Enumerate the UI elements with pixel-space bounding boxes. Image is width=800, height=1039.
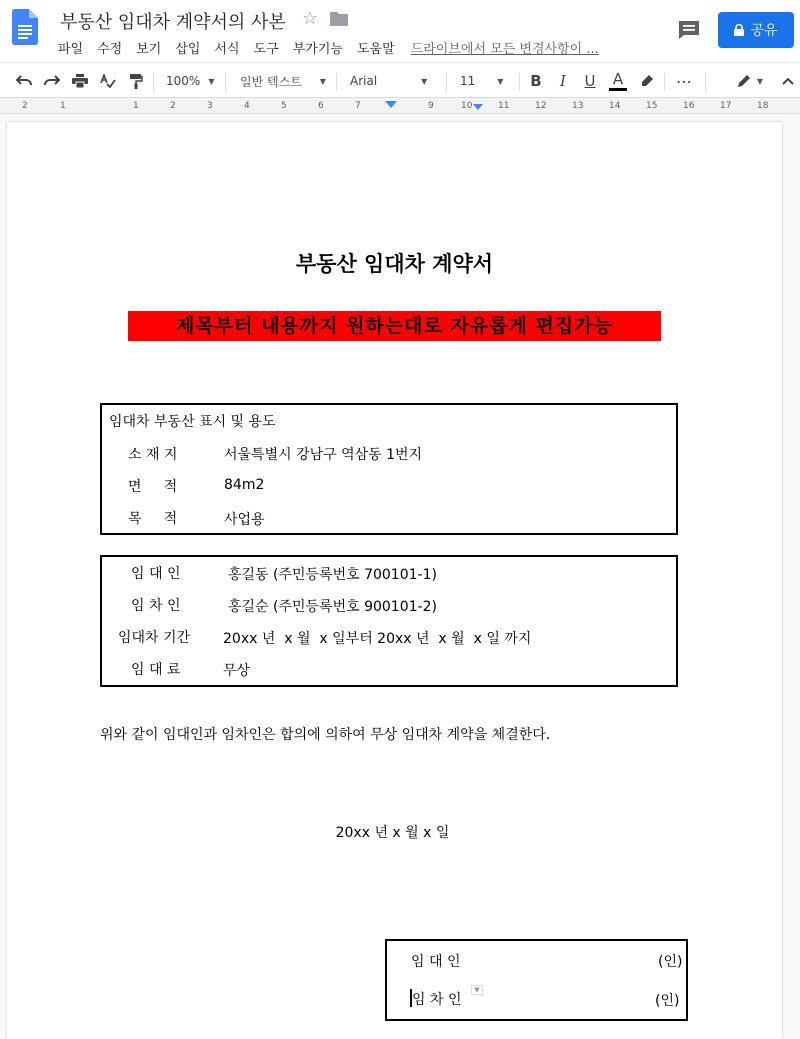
undo-button[interactable] — [12, 63, 36, 99]
property-label-purpose: 목 적 — [128, 511, 178, 527]
toolbar-divider — [519, 73, 520, 91]
right-indent-marker-icon[interactable] — [473, 104, 483, 112]
contract-date[interactable] — [7, 822, 782, 842]
zoom-value: 100% — [166, 74, 201, 88]
menu-format[interactable]: 서식 — [214, 42, 240, 57]
party-value-lessor: 홍길동 (주민등록번호 700101-1) — [228, 567, 437, 583]
paint-format-button[interactable] — [124, 63, 148, 99]
toolbar-divider — [664, 73, 665, 91]
undo-icon — [16, 75, 32, 87]
style-value: 일반 텍스트 — [240, 74, 302, 89]
property-value-location: 서울특별시 강남구 역삼동 1번지 — [224, 447, 423, 463]
menu-insert[interactable]: 삽입 — [175, 42, 201, 57]
agreement-sentence[interactable]: 위와 같이 임대인과 임차인은 합의에 의하여 무상 임대차 계약을 체결한다. — [100, 727, 551, 743]
document-title[interactable]: 부동산 임대차 계약서의 사본 — [60, 12, 286, 33]
menu-addons[interactable]: 부가기능 — [292, 42, 343, 57]
chevron-down-icon: ▼ — [421, 76, 428, 86]
underline-button[interactable] — [580, 63, 600, 99]
ruler-tick: 2 — [22, 101, 28, 111]
chevron-down-icon[interactable]: ▼ — [471, 985, 483, 995]
toolbar — [0, 62, 800, 98]
chevron-down-icon: ▼ — [208, 76, 215, 86]
document-page[interactable] — [7, 122, 782, 1039]
comment-icon[interactable] — [678, 20, 700, 40]
property-label-location: 소 재 지 — [128, 447, 178, 463]
font-size-select[interactable] — [460, 63, 512, 99]
chevron-down-icon: ▼ — [497, 76, 504, 86]
ruler-tick: 12 — [535, 101, 547, 111]
ruler-tick: 18 — [757, 101, 769, 111]
signature-table[interactable] — [385, 939, 688, 1021]
property-table-heading: 임대차 부동산 표시 및 용도 — [109, 414, 276, 430]
chevron-up-icon — [782, 77, 794, 85]
zoom-select[interactable] — [166, 63, 218, 99]
pencil-icon — [737, 74, 753, 88]
chevron-down-icon: ▼ — [756, 76, 764, 86]
ruler-tick: 1 — [60, 101, 66, 111]
chevron-down-icon: ▼ — [319, 76, 326, 86]
highlighted-banner[interactable]: 제목부터 내용까지 원하는대로 자유롭게 편집가능 — [128, 311, 661, 341]
font-value: Arial — [350, 74, 378, 88]
paint-format-icon — [129, 74, 143, 89]
left-indent-marker-icon[interactable] — [385, 101, 397, 109]
bold-icon: B — [530, 72, 542, 90]
menu-bar — [58, 38, 613, 58]
ruler-tick: 14 — [609, 101, 621, 111]
italic-icon: I — [560, 72, 566, 90]
menu-view[interactable]: 보기 — [136, 42, 162, 57]
highlighter-icon — [640, 74, 654, 88]
party-label-rent: 임 대 료 — [131, 662, 181, 678]
party-label-lessor: 임 대 인 — [131, 566, 181, 582]
menu-tools[interactable]: 도구 — [253, 42, 279, 57]
ruler-tick: 6 — [318, 101, 324, 111]
ruler-tick: 4 — [244, 101, 250, 111]
property-value-area: 84m2 — [224, 477, 265, 493]
toolbar-divider — [153, 73, 154, 91]
ruler-tick: 9 — [428, 101, 434, 111]
underline-icon: U — [584, 72, 596, 90]
ruler-tick: 2 — [170, 101, 176, 111]
redo-button[interactable] — [40, 63, 64, 99]
ruler-tick: 7 — [355, 101, 361, 111]
signature-seal-lessee: (인) — [655, 993, 680, 1009]
contract-title[interactable]: 부동산 임대차 계약서 — [295, 252, 494, 276]
menu-help[interactable]: 도움말 — [356, 42, 395, 57]
signature-label-lessor: 임 대 인 — [411, 954, 461, 970]
folder-icon[interactable] — [330, 10, 348, 26]
highlight-button[interactable] — [636, 63, 658, 99]
party-value-lessee: 홍길순 (주민등록번호 900101-2) — [228, 599, 437, 615]
toolbar-divider — [446, 73, 447, 91]
toolbar-divider — [705, 73, 706, 91]
ruler-tick: 3 — [207, 101, 213, 111]
ruler-tick: 16 — [683, 101, 695, 111]
share-button[interactable] — [718, 12, 794, 48]
italic-button[interactable] — [553, 63, 573, 99]
app-header — [0, 0, 800, 62]
ruler-tick: 13 — [572, 101, 584, 111]
party-value-term: 20xx 년 x 월 x 일부터 20xx 년 x 월 x 일 까지 — [223, 631, 532, 647]
ruler-tick: 11 — [498, 101, 510, 111]
redo-icon — [44, 75, 60, 87]
text-color-button[interactable] — [607, 63, 629, 99]
menu-file[interactable]: 파일 — [58, 42, 84, 57]
party-value-rent: 무상 — [223, 663, 251, 679]
party-label-term: 임대차 기간 — [118, 630, 191, 646]
contract-date-text: 20xx 년 x 월 x 일 — [335, 825, 450, 841]
party-label-lessee: 임 차 인 — [131, 598, 181, 614]
signature-label-lessee: 임 차 인 — [412, 992, 462, 1008]
ruler-tick: 15 — [646, 101, 658, 111]
more-icon: ⋯ — [676, 71, 692, 91]
spellcheck-icon — [100, 74, 116, 88]
last-edit-link[interactable]: 드라이브에서 모든 변경사항이 ... — [410, 42, 599, 57]
bold-button[interactable] — [526, 63, 546, 99]
print-icon — [72, 74, 88, 88]
star-icon[interactable]: ☆ — [302, 8, 319, 29]
more-button[interactable] — [672, 63, 696, 99]
ruler-tick: 17 — [720, 101, 732, 111]
parties-info-table[interactable] — [100, 555, 678, 687]
property-label-area: 면 적 — [128, 479, 178, 495]
toolbar-divider — [336, 73, 337, 91]
menu-edit[interactable]: 수정 — [97, 42, 123, 57]
docs-logo-icon[interactable] — [12, 9, 38, 45]
signature-seal-lessor: (인) — [658, 954, 683, 970]
spellcheck-button[interactable] — [96, 63, 120, 99]
editing-mode-button[interactable] — [732, 63, 768, 99]
share-label: 공유 — [750, 23, 778, 39]
print-button[interactable] — [68, 63, 92, 99]
property-info-table[interactable] — [100, 403, 678, 535]
style-select[interactable] — [240, 63, 326, 99]
toolbar-divider — [225, 73, 226, 91]
ruler-tick: 1 — [133, 101, 139, 111]
ruler[interactable] — [0, 98, 800, 114]
font-select[interactable] — [350, 63, 440, 99]
lock-icon — [734, 24, 744, 36]
text-color-icon: A — [612, 69, 624, 88]
ruler-tick: 10 — [461, 101, 473, 111]
text-color-swatch — [609, 88, 627, 91]
ruler-tick: 5 — [281, 101, 287, 111]
collapse-toolbar-button[interactable] — [780, 63, 796, 99]
font-size-value: 11 — [460, 74, 476, 88]
property-value-purpose: 사업용 — [224, 512, 265, 528]
